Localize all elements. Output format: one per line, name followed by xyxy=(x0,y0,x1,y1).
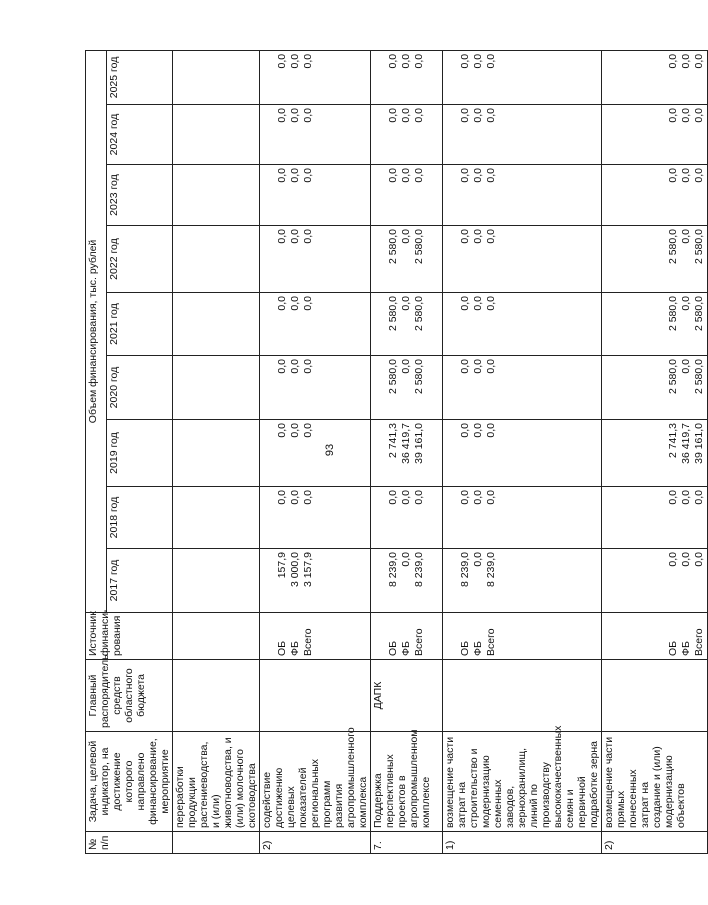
header-year: 2017 год xyxy=(107,549,173,613)
header-funding: Объем финансирования, тыс. рублей xyxy=(86,50,107,612)
value: 0,0 xyxy=(680,359,692,374)
source-label: Всего xyxy=(413,628,425,656)
value: 2 580,0 xyxy=(667,296,679,332)
value: 36 419,7 xyxy=(400,423,412,464)
row-number xyxy=(173,832,260,854)
value: 0,0 xyxy=(387,108,399,123)
value: 0,0 xyxy=(485,53,497,69)
value: 0,0 xyxy=(289,359,301,374)
value: 2 580,0 xyxy=(413,359,425,395)
source-label: Всего xyxy=(693,628,705,656)
value: 0,0 xyxy=(459,168,471,183)
row-manager xyxy=(173,660,260,732)
value: 8 239,0 xyxy=(413,552,425,588)
value: 157,9 xyxy=(276,552,288,579)
source-label: ОБ xyxy=(276,640,288,656)
value: 0,0 xyxy=(680,53,692,69)
value-cell xyxy=(602,487,708,549)
value-cell xyxy=(602,105,708,165)
value-cell xyxy=(602,293,708,356)
value: 0,0 xyxy=(276,296,288,311)
value: 0,0 xyxy=(472,296,484,311)
row-sources xyxy=(173,613,260,660)
value: 0,0 xyxy=(400,359,412,374)
value: 0,0 xyxy=(387,490,399,505)
row-manager xyxy=(443,660,602,732)
value: 0,0 xyxy=(302,229,314,244)
source-label: ФБ xyxy=(289,641,301,656)
value-cell xyxy=(371,549,443,613)
value: 0,0 xyxy=(387,168,399,183)
value: 0,0 xyxy=(667,168,679,183)
value: 0,0 xyxy=(289,53,301,69)
value-cell xyxy=(173,356,260,420)
value: 0,0 xyxy=(302,296,314,311)
value-cell xyxy=(260,356,371,420)
value: 0,0 xyxy=(459,296,471,311)
value: 36 419,7 xyxy=(680,423,692,464)
source-label: ОБ xyxy=(387,640,399,656)
row-number: 2) xyxy=(260,832,371,854)
table-row xyxy=(443,50,602,853)
row-number: 2) xyxy=(602,832,708,854)
value-cell xyxy=(260,487,371,549)
value: 0,0 xyxy=(667,490,679,505)
value: 2 741,3 xyxy=(667,423,679,459)
value: 0,0 xyxy=(472,168,484,183)
value: 0,0 xyxy=(680,296,692,311)
value-cell xyxy=(602,165,708,226)
value-cell xyxy=(443,487,602,549)
value-cell xyxy=(443,549,602,613)
budget-table-sheet xyxy=(85,51,705,854)
header-manager: Главный распорядитель средств областного бюджета xyxy=(86,660,173,732)
value: 0,0 xyxy=(472,229,484,244)
value-cell xyxy=(443,356,602,420)
value-cell xyxy=(260,226,371,293)
value: 0,0 xyxy=(485,359,497,374)
source-label: ОБ xyxy=(459,640,471,656)
value-cell xyxy=(443,293,602,356)
value: 0,0 xyxy=(459,490,471,505)
row-sources xyxy=(443,613,602,660)
value-cell xyxy=(443,420,602,487)
table-row xyxy=(602,50,708,853)
value: 0,0 xyxy=(289,423,301,438)
value: 0,0 xyxy=(472,423,484,438)
value: 0,0 xyxy=(459,423,471,438)
value: 0,0 xyxy=(459,108,471,123)
value: 0,0 xyxy=(680,552,692,567)
value: 0,0 xyxy=(693,108,705,123)
value: 0,0 xyxy=(276,229,288,244)
source-label: ОБ xyxy=(667,640,679,656)
value-cell xyxy=(371,105,443,165)
value: 0,0 xyxy=(400,168,412,183)
value: 0,0 xyxy=(693,490,705,505)
value-cell xyxy=(260,549,371,613)
value-cell xyxy=(443,50,602,104)
value: 0,0 xyxy=(276,359,288,374)
value: 0,0 xyxy=(680,490,692,505)
value: 0,0 xyxy=(459,359,471,374)
value: 2 580,0 xyxy=(693,229,705,265)
value: 0,0 xyxy=(400,229,412,244)
table-row xyxy=(173,50,260,853)
value: 0,0 xyxy=(276,53,288,69)
value-cell xyxy=(173,105,260,165)
value: 0,0 xyxy=(289,296,301,311)
header-task: Задача, целевой индикатор, на достижение которого направлено финансирование, мероприятие xyxy=(86,732,173,832)
value-cell xyxy=(173,293,260,356)
value-cell xyxy=(260,50,371,104)
value: 2 580,0 xyxy=(387,359,399,395)
value-cell xyxy=(173,549,260,613)
value: 39 161,0 xyxy=(693,423,705,464)
value: 0,0 xyxy=(459,229,471,244)
value: 0,0 xyxy=(302,108,314,123)
value: 0,0 xyxy=(680,108,692,123)
value: 0,0 xyxy=(472,490,484,505)
value: 2 580,0 xyxy=(387,296,399,332)
value: 0,0 xyxy=(485,423,497,438)
value-cell xyxy=(173,226,260,293)
value: 0,0 xyxy=(276,168,288,183)
value: 0,0 xyxy=(693,53,705,69)
row-task: содействие достижению целевых показателей региональных программ развития агропромышленного комплекса xyxy=(260,732,371,832)
header-year: 2019 год xyxy=(107,420,173,487)
header-year: 2021 год xyxy=(107,293,173,356)
value-cell xyxy=(173,50,260,104)
value-cell xyxy=(602,50,708,104)
value-cell xyxy=(260,293,371,356)
row-sources xyxy=(371,613,443,660)
table-row xyxy=(260,50,371,853)
header-year: 2018 год xyxy=(107,487,173,549)
value-cell xyxy=(260,105,371,165)
value-cell xyxy=(173,487,260,549)
value: 0,0 xyxy=(276,423,288,438)
value: 2 580,0 xyxy=(413,296,425,332)
value: 0,0 xyxy=(413,168,425,183)
source-label: Всего xyxy=(302,628,314,656)
value: 2 580,0 xyxy=(667,359,679,395)
source-label: ФБ xyxy=(472,641,484,656)
value: 0,0 xyxy=(400,53,412,69)
value: 0,0 xyxy=(472,53,484,69)
value: 0,0 xyxy=(472,552,484,567)
row-sources xyxy=(602,613,708,660)
value: 8 239,0 xyxy=(387,552,399,588)
value-cell xyxy=(371,50,443,104)
row-manager xyxy=(602,660,708,732)
value: 2 580,0 xyxy=(667,229,679,265)
value: 0,0 xyxy=(400,490,412,505)
value: 0,0 xyxy=(693,168,705,183)
value: 0,0 xyxy=(302,53,314,69)
header-num: № п/п xyxy=(86,832,173,854)
value: 0,0 xyxy=(472,359,484,374)
row-task: возмещение части прямых понесенных затрат на создание и (или) модернизацию объектов xyxy=(602,732,708,832)
row-task: Поддержка перспективных проектов в агропромышленном комплексе xyxy=(371,732,443,832)
value: 2 580,0 xyxy=(387,229,399,265)
value: 0,0 xyxy=(289,229,301,244)
value: 2 741,3 xyxy=(387,423,399,459)
value-cell xyxy=(260,165,371,226)
header-year: 2020 год xyxy=(107,356,173,420)
source-label: Всего xyxy=(485,628,497,656)
value: 8 239,0 xyxy=(459,552,471,588)
value: 0,0 xyxy=(693,552,705,567)
value: 0,0 xyxy=(485,490,497,505)
value-cell xyxy=(371,420,443,487)
value: 0,0 xyxy=(289,490,301,505)
value-cell xyxy=(443,226,602,293)
value: 0,0 xyxy=(276,490,288,505)
value-cell xyxy=(371,356,443,420)
value: 2 580,0 xyxy=(413,229,425,265)
value: 0,0 xyxy=(680,168,692,183)
header-source: Источник финанси-рования xyxy=(86,613,173,660)
value: 0,0 xyxy=(413,490,425,505)
page-number: 93 xyxy=(324,443,336,457)
row-manager xyxy=(260,660,371,732)
row-number: 7. xyxy=(371,832,443,854)
table-row xyxy=(371,50,443,853)
value: 0,0 xyxy=(667,552,679,567)
value: 0,0 xyxy=(459,53,471,69)
value-cell xyxy=(443,105,602,165)
header-year: 2022 год xyxy=(107,226,173,293)
value: 2 580,0 xyxy=(693,296,705,332)
value-cell xyxy=(602,226,708,293)
value: 0,0 xyxy=(400,108,412,123)
value: 0,0 xyxy=(400,296,412,311)
header-year: 2025 год xyxy=(107,50,173,104)
value: 0,0 xyxy=(276,108,288,123)
value: 0,0 xyxy=(472,108,484,123)
source-label: ФБ xyxy=(400,641,412,656)
value-cell xyxy=(443,165,602,226)
value: 0,0 xyxy=(302,168,314,183)
header-year: 2024 год xyxy=(107,105,173,165)
value: 0,0 xyxy=(485,296,497,311)
value: 8 239,0 xyxy=(485,552,497,588)
value: 0,0 xyxy=(485,168,497,183)
header-year: 2023 год xyxy=(107,165,173,226)
value: 0,0 xyxy=(413,108,425,123)
value-cell xyxy=(371,165,443,226)
value: 3 000,0 xyxy=(289,552,301,588)
value-cell xyxy=(602,420,708,487)
value: 0,0 xyxy=(302,490,314,505)
row-number: 1) xyxy=(443,832,602,854)
value: 39 161,0 xyxy=(413,423,425,464)
value-cell xyxy=(371,226,443,293)
value: 0,0 xyxy=(289,108,301,123)
value-cell xyxy=(173,420,260,487)
value: 0,0 xyxy=(302,359,314,374)
value: 0,0 xyxy=(413,53,425,69)
value-cell xyxy=(173,165,260,226)
value: 0,0 xyxy=(667,108,679,123)
value-cell xyxy=(602,549,708,613)
value: 0,0 xyxy=(667,53,679,69)
value: 3 157,9 xyxy=(302,552,314,588)
value-cell xyxy=(602,356,708,420)
row-manager: ДАПК xyxy=(371,660,443,732)
funding-table xyxy=(85,50,708,854)
value-cell xyxy=(260,420,371,487)
value: 0,0 xyxy=(485,108,497,123)
value-cell xyxy=(371,293,443,356)
value: 0,0 xyxy=(289,168,301,183)
value: 0,0 xyxy=(387,53,399,69)
value: 2 580,0 xyxy=(693,359,705,395)
value: 0,0 xyxy=(680,229,692,244)
row-sources xyxy=(260,613,371,660)
value: 0,0 xyxy=(485,229,497,244)
source-label: ФБ xyxy=(680,641,692,656)
value: 0,0 xyxy=(400,552,412,567)
row-task: возмещение части затрат на строительство и модернизацию семенных заводов, зернохранилищ, линий по производству высококачественных семян и первичной подработке зерна xyxy=(443,732,602,832)
row-task: переработки продукции растениеводства, и (или) животноводства, и (или) молочного скотоводства xyxy=(173,732,260,832)
value: 0,0 xyxy=(302,423,314,438)
value-cell xyxy=(371,487,443,549)
